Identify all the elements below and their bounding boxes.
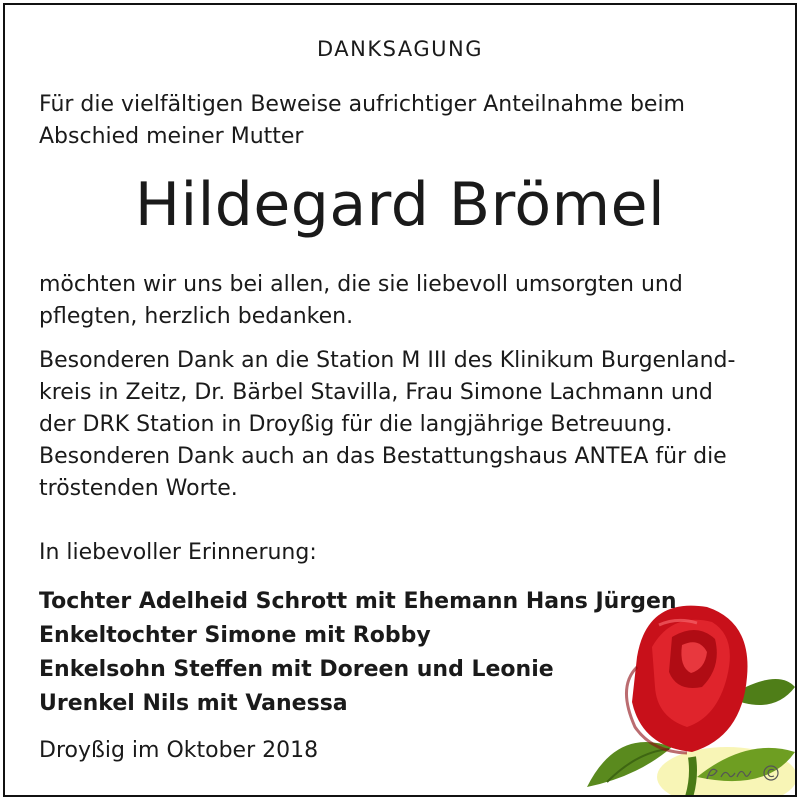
family-member: Urenkel Nils mit Vanessa	[39, 691, 348, 716]
in-memory-label: In liebevoller Erinnerung:	[39, 540, 317, 565]
family-member: Tochter Adelheid Schrott mit Ehemann Hans Jürgen	[39, 589, 677, 614]
deceased-name: Hildegard Brömel	[134, 170, 666, 240]
special-thanks-line: der DRK Station in Droyßig für die langjährige Betreuung.	[39, 412, 673, 437]
family-member: Enkeltochter Simone mit Robby	[39, 623, 431, 648]
special-thanks-line: tröstenden Worte.	[39, 476, 238, 501]
artist-signature-icon	[703, 761, 783, 785]
special-thanks-line: kreis in Zeitz, Dr. Bärbel Stavilla, Frau Simone Lachmann und	[39, 380, 713, 405]
place-date: Droyßig im Oktober 2018	[39, 738, 319, 763]
thanks-line: möchten wir uns bei allen, die sie liebevoll umsorgten und	[39, 272, 683, 297]
heading: DANKSAGUNG	[317, 37, 483, 61]
family-member: Enkelsohn Steffen mit Doreen und Leonie	[39, 657, 554, 682]
obituary-card	[3, 3, 797, 797]
intro-text	[39, 89, 739, 153]
intro-line: Abschied meiner Mutter	[39, 124, 304, 149]
special-thanks-line: Besonderen Dank auch an das Bestattungshaus ANTEA für die	[39, 444, 727, 469]
special-thanks-text	[39, 345, 769, 505]
thanks-line: pflegten, herzlich bedanken.	[39, 304, 354, 329]
family-list	[39, 585, 677, 721]
intro-line: Für die vielfältigen Beweise aufrichtiger Anteilnahme beim	[39, 92, 685, 117]
special-thanks-line: Besonderen Dank an die Station M III des Klinikum Burgenland-	[39, 348, 736, 373]
thanks-text	[39, 269, 769, 333]
